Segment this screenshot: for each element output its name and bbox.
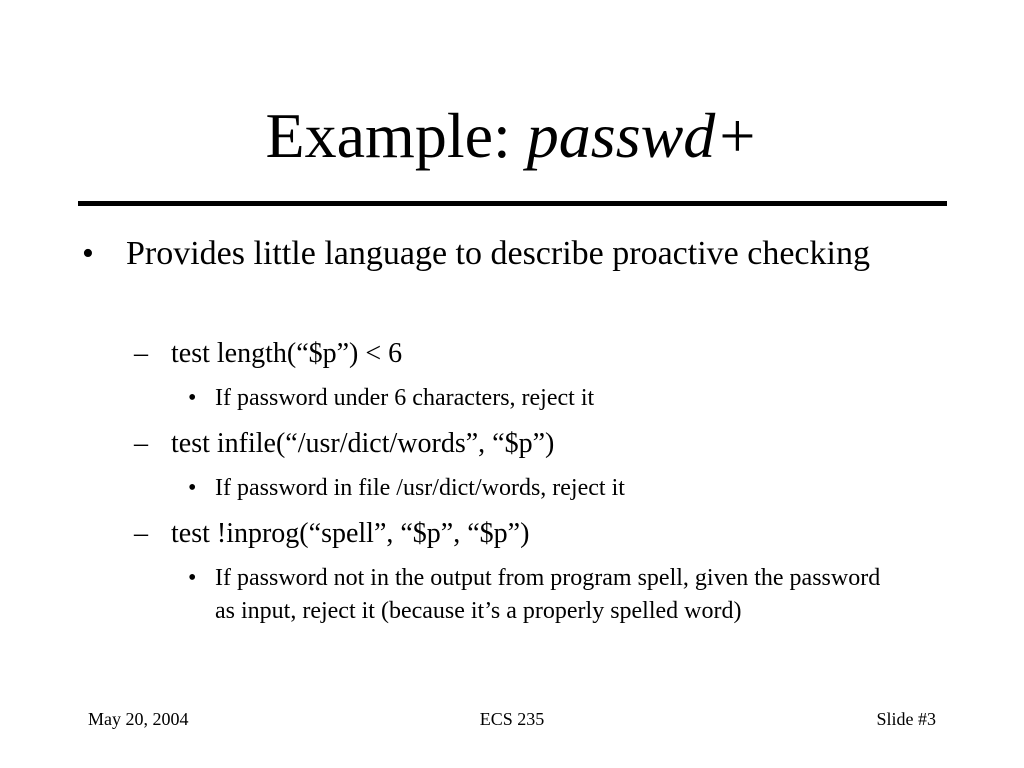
bullet-text: Provides little language to describe proactive checking <box>126 235 870 272</box>
dash-marker: – <box>134 338 148 369</box>
dash-marker: – <box>134 428 148 459</box>
dash-marker: – <box>134 518 148 549</box>
bullet-text: test infile(“/usr/dict/words”, “$p”) <box>171 428 555 459</box>
bullet-marker: • <box>188 475 197 501</box>
bullet-text: If password not in the output from program spell, given the password as input, reject it (because it’s a properly spelled word) <box>215 565 881 624</box>
bullet-text: If password under 6 characters, reject it <box>215 385 595 411</box>
bullet-marker: • <box>82 235 94 272</box>
bullet-text: test length(“$p”) < 6 <box>171 338 403 369</box>
bullet-marker: • <box>188 385 197 411</box>
bullet-marker: • <box>188 565 197 591</box>
footer-course: ECS 235 <box>479 709 545 729</box>
footer-date: May 20, 2004 <box>88 709 189 729</box>
slide-title-emphasis: passwd+ <box>526 100 759 171</box>
bullet-text: test !inprog(“spell”, “$p”, “$p”) <box>171 518 530 549</box>
footer-slide-number: Slide #3 <box>876 709 936 729</box>
bullet-text: If password in file /usr/dict/words, reject it <box>215 475 625 501</box>
slide-title-prefix: Example: <box>265 100 527 171</box>
